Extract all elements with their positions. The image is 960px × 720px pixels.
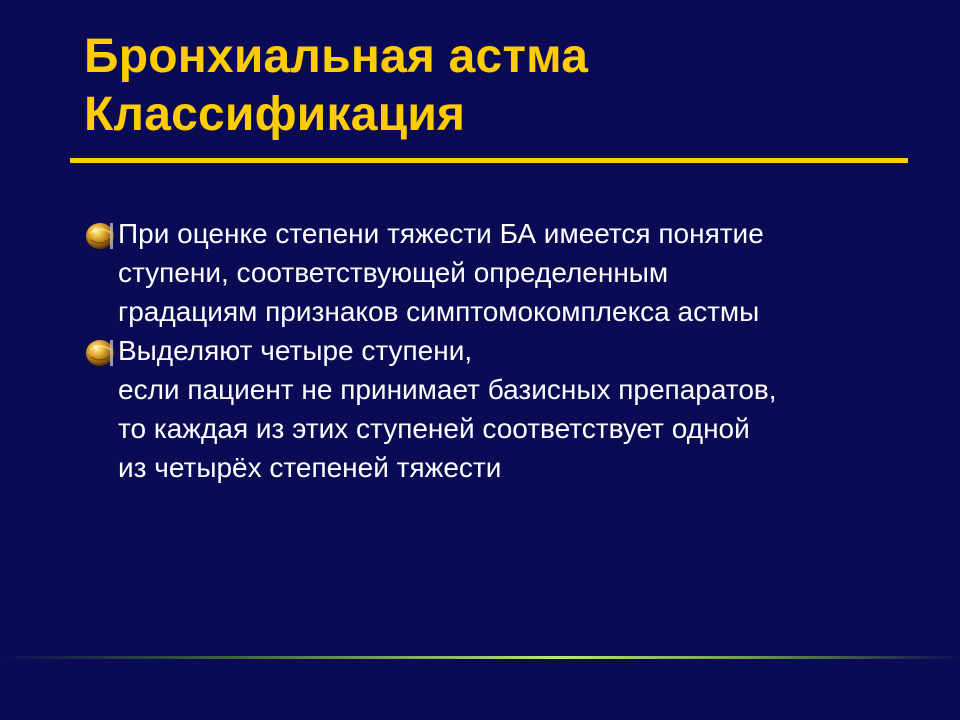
- bullet-item: [84, 331, 904, 487]
- slide-title-line-1: Бронхиальная астма: [84, 30, 589, 83]
- title-underline: [70, 158, 908, 163]
- bullet-list: [84, 214, 904, 487]
- gold-ball-bullet-icon: [84, 336, 116, 368]
- bullet-line: Выделяют четыре ступени,: [118, 335, 473, 366]
- slide-title: [84, 28, 588, 144]
- bullet-item: [84, 214, 904, 331]
- bullet-line: то каждая из этих ступеней соответствует одной: [118, 413, 750, 444]
- slide-title-line-2: Классификация: [84, 88, 466, 141]
- bullet-line: градациям признаков симптомокомплекса астмы: [118, 296, 760, 327]
- bullet-line: ступени, соответствующей определенным: [118, 257, 669, 288]
- bullet-line: При оценке степени тяжести БА имеется понятие: [118, 218, 764, 249]
- bullet-line: если пациент не принимает базисных препаратов,: [118, 374, 777, 405]
- gold-ball-bullet-icon: [84, 219, 116, 251]
- bullet-line: из четырёх степеней тяжести: [118, 452, 502, 483]
- bottom-decorative-rule: [0, 656, 960, 659]
